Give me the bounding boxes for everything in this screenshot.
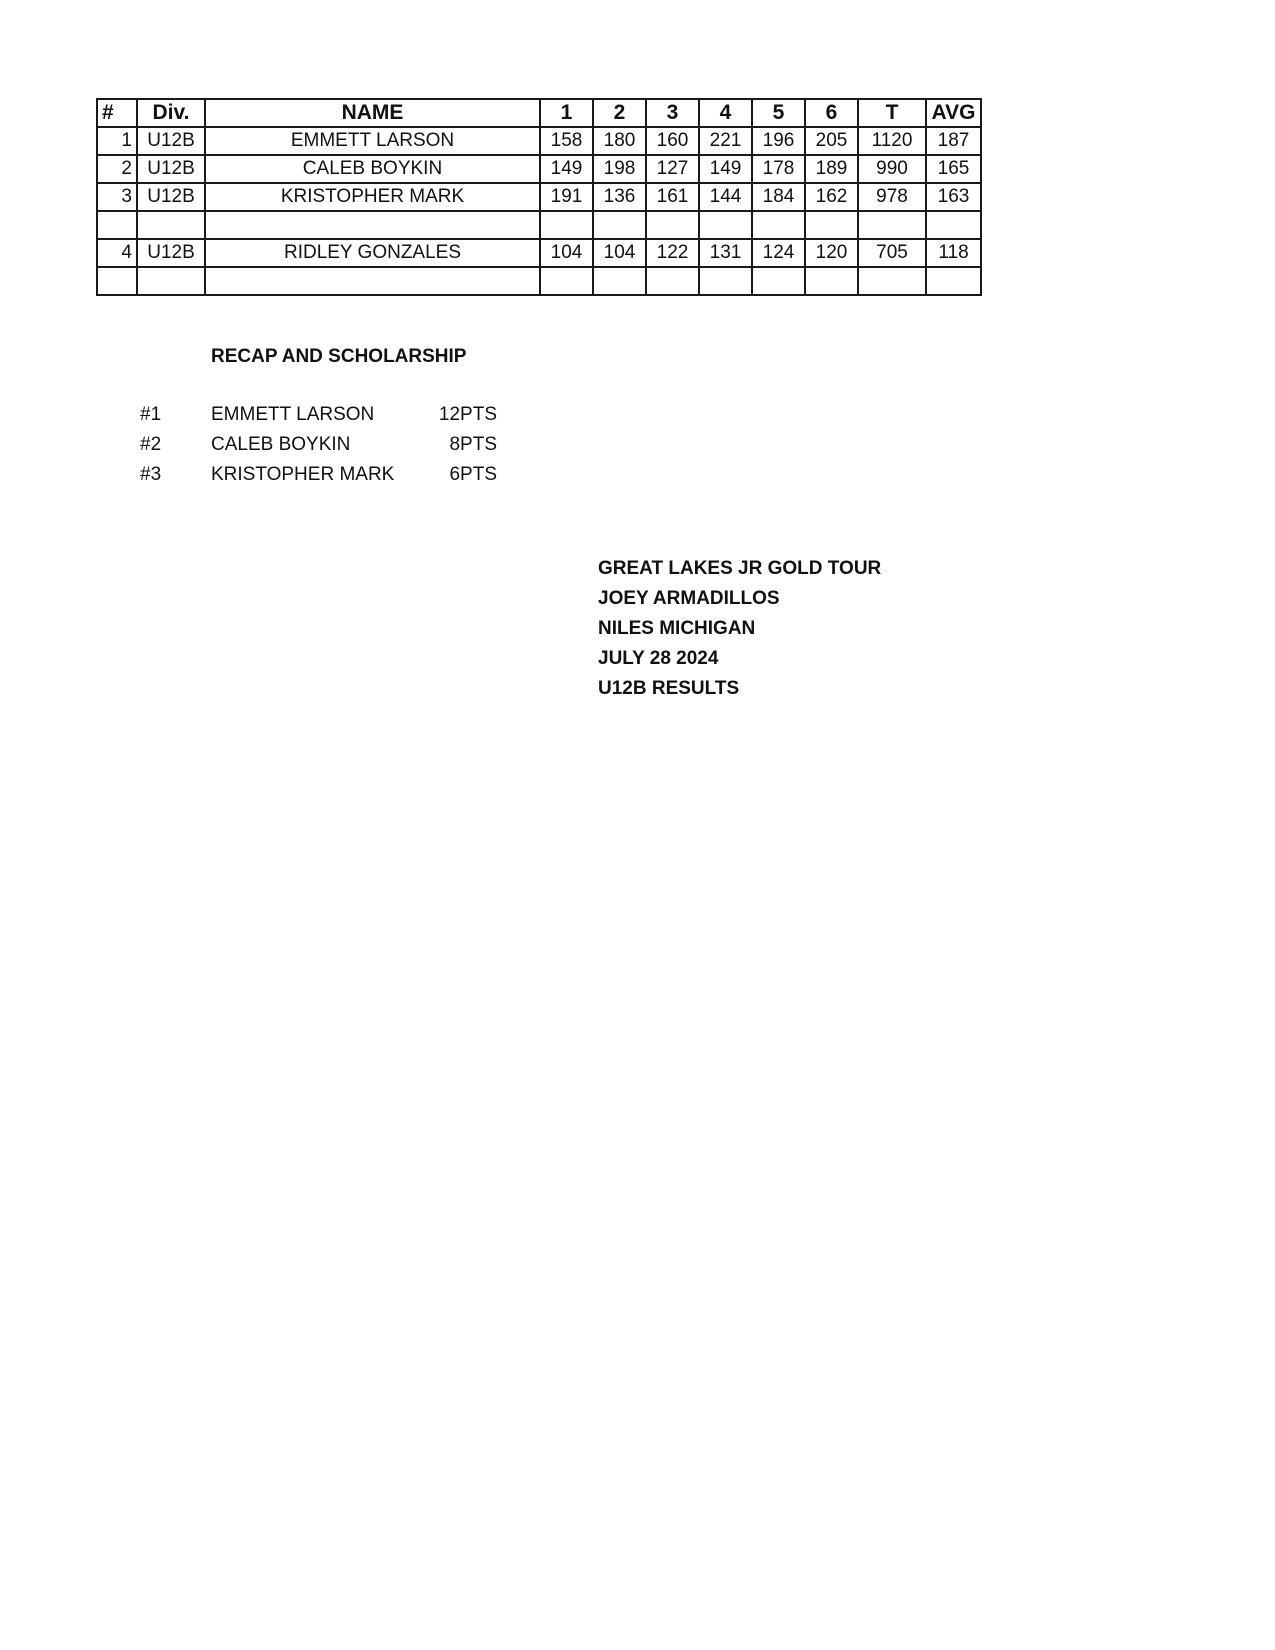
cell-rank: 3 bbox=[97, 183, 137, 211]
cell-game-3 bbox=[646, 267, 699, 295]
cell-game-3: 127 bbox=[646, 155, 699, 183]
cell-rank: 4 bbox=[97, 239, 137, 267]
recap-points: 8PTS bbox=[449, 434, 497, 455]
cell-game-5 bbox=[752, 267, 805, 295]
recap-name: EMMETT LARSON bbox=[211, 404, 375, 425]
cell-average: 118 bbox=[926, 239, 981, 267]
cell-game-6: 205 bbox=[805, 127, 858, 155]
recap-entry bbox=[140, 404, 520, 434]
cell-game-1: 158 bbox=[540, 127, 593, 155]
cell-game-5: 124 bbox=[752, 239, 805, 267]
cell-name bbox=[205, 211, 540, 239]
recap-title: RECAP AND SCHOLARSHIP bbox=[211, 346, 467, 367]
cell-division: U12B bbox=[137, 155, 205, 183]
recap-points: 12PTS bbox=[438, 404, 497, 425]
recap-points: 6PTS bbox=[449, 464, 497, 485]
cell-division: U12B bbox=[137, 239, 205, 267]
event-results-label: U12B RESULTS bbox=[598, 678, 740, 699]
table-row bbox=[97, 211, 981, 239]
cell-game-5 bbox=[752, 211, 805, 239]
cell-game-2 bbox=[593, 267, 646, 295]
header-game-1: 1 bbox=[540, 99, 593, 127]
header-game-2: 2 bbox=[593, 99, 646, 127]
header-game-4: 4 bbox=[699, 99, 752, 127]
cell-total: 978 bbox=[858, 183, 926, 211]
header-game-5: 5 bbox=[752, 99, 805, 127]
event-tour: GREAT LAKES JR GOLD TOUR bbox=[598, 558, 882, 579]
cell-total bbox=[858, 211, 926, 239]
cell-rank: 1 bbox=[97, 127, 137, 155]
cell-game-3 bbox=[646, 211, 699, 239]
cell-game-6: 189 bbox=[805, 155, 858, 183]
header-rank: # bbox=[97, 99, 137, 127]
cell-game-4: 131 bbox=[699, 239, 752, 267]
cell-game-2: 198 bbox=[593, 155, 646, 183]
recap-entry bbox=[140, 464, 520, 494]
cell-game-6: 162 bbox=[805, 183, 858, 211]
cell-game-6: 120 bbox=[805, 239, 858, 267]
cell-total bbox=[858, 267, 926, 295]
recap-name: KRISTOPHER MARK bbox=[211, 464, 395, 485]
cell-game-5: 178 bbox=[752, 155, 805, 183]
cell-division bbox=[137, 267, 205, 295]
header-name: NAME bbox=[205, 99, 540, 127]
cell-game-1 bbox=[540, 211, 593, 239]
cell-game-4: 149 bbox=[699, 155, 752, 183]
header-division: Div. bbox=[137, 99, 205, 127]
cell-average: 165 bbox=[926, 155, 981, 183]
cell-name: CALEB BOYKIN bbox=[205, 155, 540, 183]
cell-name: EMMETT LARSON bbox=[205, 127, 540, 155]
cell-game-6 bbox=[805, 211, 858, 239]
cell-game-5: 184 bbox=[752, 183, 805, 211]
table-row bbox=[97, 155, 981, 183]
header-game-6: 6 bbox=[805, 99, 858, 127]
cell-average: 187 bbox=[926, 127, 981, 155]
cell-game-4 bbox=[699, 267, 752, 295]
cell-total: 1120 bbox=[858, 127, 926, 155]
event-date: JULY 28 2024 bbox=[598, 648, 719, 669]
cell-game-3: 160 bbox=[646, 127, 699, 155]
event-venue: JOEY ARMADILLOS bbox=[598, 588, 780, 609]
cell-rank bbox=[97, 211, 137, 239]
cell-name bbox=[205, 267, 540, 295]
header-game-3: 3 bbox=[646, 99, 699, 127]
header-average: AVG bbox=[926, 99, 981, 127]
cell-game-4: 221 bbox=[699, 127, 752, 155]
cell-game-1: 149 bbox=[540, 155, 593, 183]
table-row bbox=[97, 267, 981, 295]
event-location: NILES MICHIGAN bbox=[598, 618, 756, 639]
table-row bbox=[97, 239, 981, 267]
recap-entry bbox=[140, 434, 520, 464]
header-row bbox=[97, 99, 981, 127]
cell-game-2 bbox=[593, 211, 646, 239]
cell-name: KRISTOPHER MARK bbox=[205, 183, 540, 211]
cell-rank bbox=[97, 267, 137, 295]
cell-game-2: 104 bbox=[593, 239, 646, 267]
cell-game-6 bbox=[805, 267, 858, 295]
cell-game-3: 161 bbox=[646, 183, 699, 211]
recap-rank: #3 bbox=[140, 464, 162, 485]
table-header bbox=[97, 99, 981, 127]
cell-game-4: 144 bbox=[699, 183, 752, 211]
cell-division: U12B bbox=[137, 183, 205, 211]
cell-division bbox=[137, 211, 205, 239]
header-total: T bbox=[858, 99, 926, 127]
cell-game-2: 180 bbox=[593, 127, 646, 155]
cell-average bbox=[926, 267, 981, 295]
cell-game-1: 104 bbox=[540, 239, 593, 267]
cell-game-1: 191 bbox=[540, 183, 593, 211]
cell-division: U12B bbox=[137, 127, 205, 155]
recap-list bbox=[140, 404, 520, 494]
recap-rank: #1 bbox=[140, 404, 162, 425]
table-row bbox=[97, 183, 981, 211]
cell-average bbox=[926, 211, 981, 239]
cell-total: 990 bbox=[858, 155, 926, 183]
cell-rank: 2 bbox=[97, 155, 137, 183]
cell-total: 705 bbox=[858, 239, 926, 267]
results-table bbox=[96, 98, 982, 296]
recap-name: CALEB BOYKIN bbox=[211, 434, 351, 455]
recap-rank: #2 bbox=[140, 434, 162, 455]
event-info bbox=[598, 554, 881, 704]
cell-game-4 bbox=[699, 211, 752, 239]
table-row bbox=[97, 127, 981, 155]
table-body bbox=[97, 127, 981, 295]
cell-game-1 bbox=[540, 267, 593, 295]
cell-game-3: 122 bbox=[646, 239, 699, 267]
cell-average: 163 bbox=[926, 183, 981, 211]
cell-game-5: 196 bbox=[752, 127, 805, 155]
cell-name: RIDLEY GONZALES bbox=[205, 239, 540, 267]
cell-game-2: 136 bbox=[593, 183, 646, 211]
